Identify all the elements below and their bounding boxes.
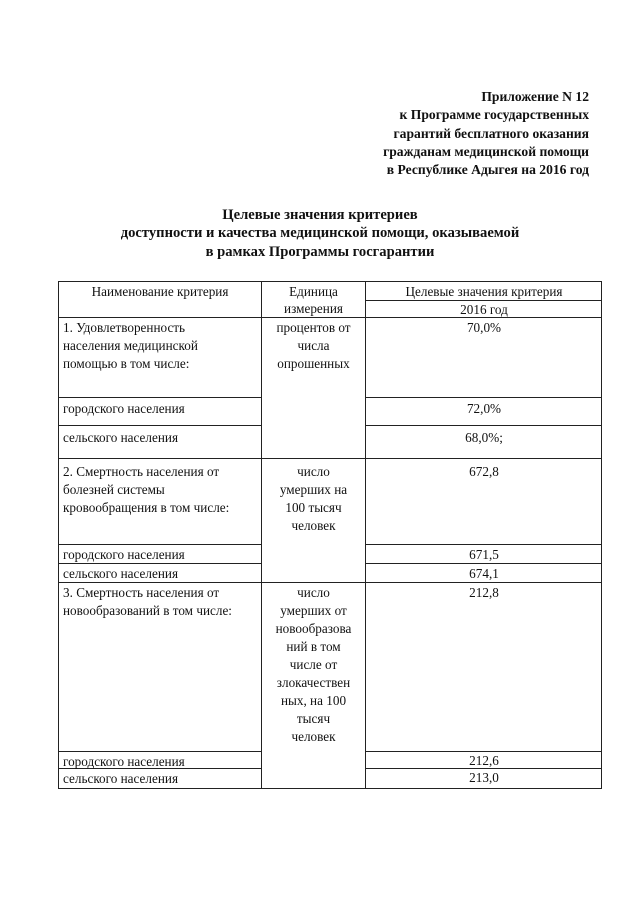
row-divider: [59, 397, 261, 398]
criterion-name-line: населения медицинской: [63, 338, 198, 353]
document-title: [0, 206, 640, 261]
unit-line: процентов от: [276, 320, 351, 335]
unit-line: опрошенных: [277, 356, 350, 371]
unit-line: ний в том: [286, 639, 341, 654]
column-divider: [365, 282, 366, 788]
unit-line: ных, на 100: [280, 693, 347, 708]
row-divider: [365, 544, 601, 545]
sub-criterion-label: городского населения: [63, 754, 185, 769]
header-unit-line: измерения: [284, 301, 343, 316]
header-unit-line: Единица: [289, 284, 338, 299]
unit-line: умерших на: [279, 482, 348, 497]
unit-line: человек: [291, 518, 336, 533]
criterion-value: 70,0%: [466, 320, 502, 335]
criterion-value: 672,8: [469, 464, 499, 479]
row-divider: [59, 751, 261, 752]
sub-criterion-value: 72,0%: [466, 401, 502, 416]
unit-line: число: [297, 464, 330, 479]
unit-line: умерших от: [280, 603, 347, 618]
title-line: Целевые значения критериев: [222, 207, 418, 223]
row-divider: [59, 425, 261, 426]
unit-line: человек: [291, 729, 336, 744]
sub-criterion-value: 674,1: [469, 566, 499, 581]
header-criterion: Наименование критерия: [91, 284, 229, 299]
appendix-line: гарантий бесплатного оказания: [393, 125, 589, 141]
row-divider: [365, 397, 601, 398]
header-target: Целевые значения критерия: [405, 284, 563, 299]
row-divider: [365, 425, 601, 426]
criterion-name-line: 1. Удовлетворенность: [63, 320, 186, 335]
header-year: 2016 год: [460, 302, 508, 317]
criterion-name-line: новообразований в том числе:: [63, 603, 232, 618]
unit-line: числа: [297, 338, 330, 353]
criteria-table: [58, 281, 602, 789]
title-line: доступности и качества медицинской помощи, оказываемой: [120, 225, 520, 242]
sub-criterion-label: сельского населения: [63, 771, 179, 786]
appendix-line: гражданам медицинской помощи: [383, 143, 589, 159]
unit-line: злокачествен: [276, 675, 351, 690]
sub-criterion-label: городского населения: [63, 401, 185, 416]
sub-criterion-label: городского населения: [63, 547, 185, 562]
criterion-name-line: помощью в том числе:: [63, 356, 190, 371]
appendix-line: к Программе государственных: [399, 107, 589, 123]
unit-line: числе от: [289, 657, 338, 672]
unit-line: 100 тысяч: [285, 500, 342, 515]
title-line: в рамках Программы госгарантии: [205, 243, 435, 260]
row-divider: [59, 544, 261, 545]
criterion-name-line: кровообращения в том числе:: [63, 500, 230, 515]
criterion-name-line: 2. Смертность населения от: [63, 464, 220, 479]
appendix-line: Приложение N 12: [481, 89, 589, 104]
unit-line: число: [297, 585, 330, 600]
row-divider: [59, 458, 601, 459]
sub-criterion-value: 213,0: [469, 770, 499, 785]
sub-criterion-value: 212,6: [469, 753, 499, 768]
unit-line: тысяч: [296, 711, 331, 726]
unit-line: новообразова: [275, 621, 352, 636]
sub-criterion-value: 671,5: [469, 547, 499, 562]
criterion-name-line: 3. Смертность населения от: [63, 585, 220, 600]
sub-criterion-value: 68,0%;: [465, 430, 503, 445]
appendix-block: [383, 88, 589, 179]
appendix-line: в Республике Адыгея на 2016 год: [386, 162, 589, 178]
sub-criterion-label: сельского населения: [63, 566, 179, 581]
criterion-value: 212,8: [469, 585, 499, 600]
sub-criterion-label: сельского населения: [63, 430, 179, 445]
criterion-name-line: болезней системы: [63, 482, 165, 497]
